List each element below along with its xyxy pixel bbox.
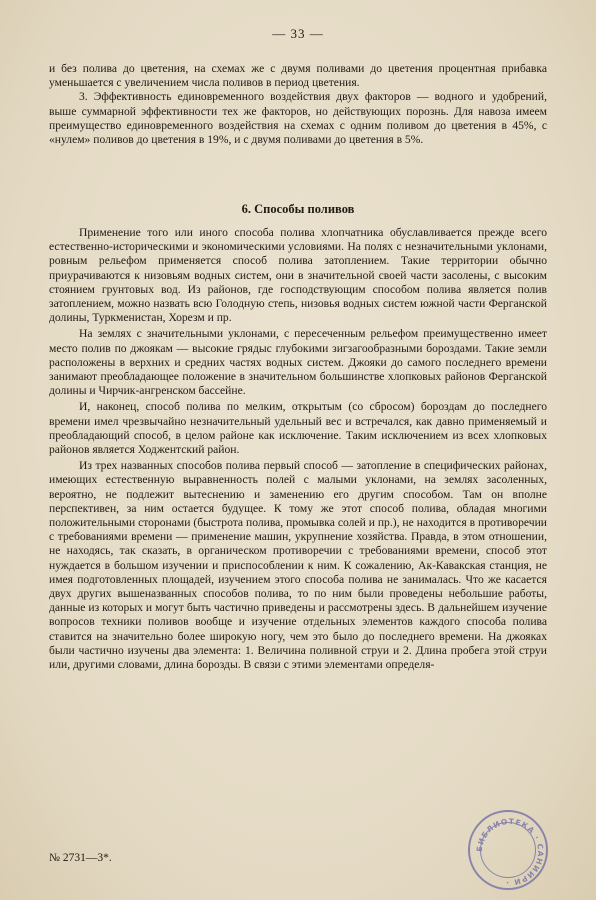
paragraph-analysis: Из трех названных способов полива первый способ — затопление в специфических районах, имеющих естественную выравненность полей с малыми уклонами, на землях засоленных, вероятно, не подлежит вытеснению и заменению его другим способом. Там он вполне перспективен, за ним остается будущее. К тому же этот способ полива, обладая многими положительными сторонами (быстрота полива, промывка солей и пр.), не находится в противоречии с требованиями времени — применение машин, укрупнение хозяйства. Правда, в этом отношении, не находясь, так сказать, в органическом противоречии с требованиями времени, способ этот нуждается в большом изучении и приспособлении к ним. К сожалению, Ак-Кавакская станция, не имея подготовленных площадей, изучением этого способа полива не занималась. Что же касается двух других вышеназванных способов полива, то по ним были проведены небольшие работы, данные из которых и могут быть частично приведены и рассмотрены здесь. В дальнейшем изучение вопросов техники поливов вообще и изучение отдельных элементов каждого способа полива ставится на значительно более широкую ногу, чем это было до последнего времени. На джояках были частично изучены два элемента: 1. Величина поливной струи и 2. Длина пробега этой струи или, другими словами, длина борозды. В связи с этими элементами определя- [49, 459, 547, 672]
paragraph-flooding: Применение того или иного способа полива хлопчатника обуславливается прежде всего естественно-историческими и экономическими условиями. На полях с незначительными уклонами, ровным рельефом применяется способ полива затоплением. Такие территории обычно приурачиваются к низовьям водных систем, они в значительной своей части засолены, с высоким стоянием грунтовых вод. Из районов, где господствующим способом полива является полив затоплением, можно назвать всю Голодную степь, низовья водных систем южной части Ферганской долины, Туркменистан, Хорезм и пр. [49, 226, 547, 325]
paragraph-furrows: И, наконец, способ полива по мелким, открытым (со сбросом) бороздам до последнего времени имел чрезвычайно незначительный удельный вес и встречался, как давно применяемый и преобладающий способ, в целом районе как исключение. Таким исключением из всех хлопковых районов является Ходжентский район. [49, 400, 547, 457]
svg-text:БИБЛИОТЕКА · САНИИРИ ·: БИБЛИОТЕКА · САНИИРИ · [474, 816, 546, 888]
paragraph-conclusion-3: 3. Эффективность единовременного воздействия двух факторов — водного и удобрений, выше суммарной эффективности тех же факторов, но действующих порознь. Для навоза имеем преимущество единовременного воздействия на схемах с одним поливом до цветения в 45%, с «нулем» поливов до цветения в 19%, и с двумя поливами до цветения в 5%. [49, 90, 547, 147]
section-body [49, 226, 547, 674]
paragraph-dzhoyaki: На землях с значительными уклонами, с пересеченным рельефом преимущественно имеет место полив по джоякам — высокие грядыс глубокими зигзагообразными бороздами. Такие земли расположены в верхних и средних частях водных систем. Джояки до самого последнего времени занимают преобладающее положение в значительном большинстве хлопковых районов Ферганской долины и Чирчик-ангренском бассейне. [49, 327, 547, 398]
section-heading: 6. Способы поливов [241, 202, 355, 216]
stamp-lettering [470, 812, 550, 892]
page-number: — 33 — [272, 26, 324, 41]
top-text-block [49, 62, 547, 147]
signature-mark: № 2731—3*. [49, 852, 112, 864]
paragraph-continuation: и без полива до цветения, на схемах же с двумя поливами до цветения процентная прибавка уменьшается с увеличением числа поливов в период цветения. [49, 62, 547, 90]
library-stamp [468, 810, 548, 890]
